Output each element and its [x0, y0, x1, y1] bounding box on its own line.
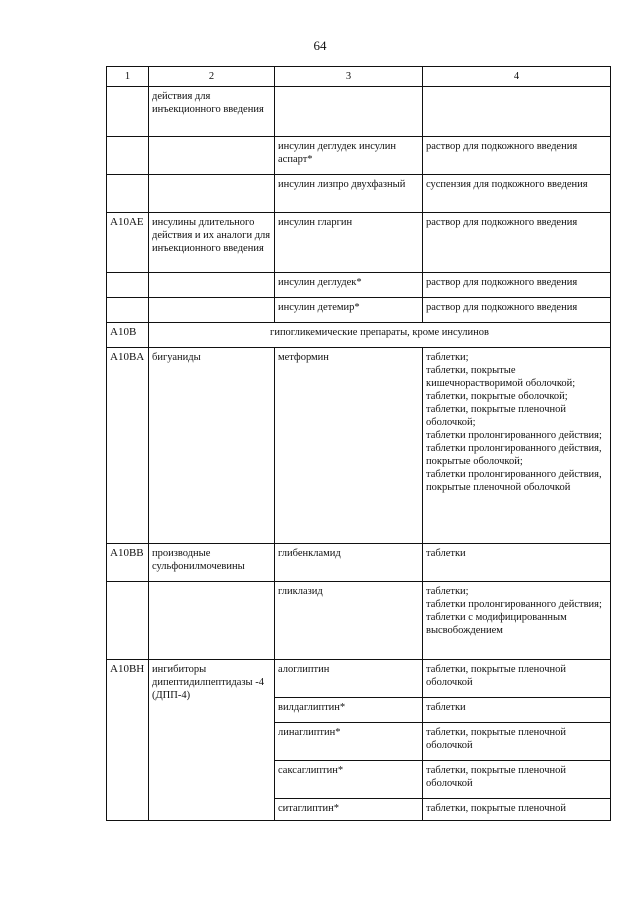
dosage-forms-cell [423, 348, 611, 544]
dosage-form-text: таблетки; [426, 352, 469, 363]
dosage-form-text: таблетки, покрытые пленочной [426, 803, 567, 814]
dosage-forms-cell [423, 137, 611, 175]
drug-name-cell: инсулин деглудек* [275, 273, 423, 298]
dosage-form-text: раствор для подкожного введения [426, 217, 578, 228]
group-name-cell [149, 298, 275, 323]
atc-code-cell: A10BA [107, 348, 149, 544]
dosage-forms-cell [423, 175, 611, 213]
dosage-form-text: раствор для подкожного введения [426, 141, 578, 152]
group-name-cell: инсулины длительного действия и их аналоги для инъекционного введения [149, 213, 275, 273]
dosage-form-text: таблетки пролонгированного действия; [426, 599, 602, 610]
section-code-cell: A10B [107, 323, 149, 348]
page-number: 64 [313, 38, 327, 53]
group-name-cell: бигуаниды [149, 348, 275, 544]
dosage-form-text: таблетки пролонгированного действия, покрытые пленочной оболочкой [426, 469, 602, 493]
dosage-forms-cell [423, 87, 611, 137]
drug-name-cell: глибенкламид [275, 544, 423, 582]
atc-code-cell [107, 298, 149, 323]
table-row [107, 175, 611, 213]
dosage-form-text: таблетки с модифицированным высвобождением [426, 612, 567, 636]
atc-code-cell [107, 582, 149, 660]
dosage-forms-cell [423, 544, 611, 582]
atc-code-cell: A10AE [107, 213, 149, 273]
dosage-forms-cell [423, 761, 611, 799]
atc-code-cell [107, 137, 149, 175]
dosage-forms-cell [423, 660, 611, 698]
dosage-form-text: таблетки пролонгированного действия, покрытые оболочкой; [426, 443, 602, 467]
group-name-cell: производные сульфонилмочевины [149, 544, 275, 582]
group-name-cell [149, 175, 275, 213]
table-body [107, 87, 611, 821]
drug-name-cell [275, 87, 423, 137]
table-row [107, 137, 611, 175]
dosage-form-text: таблетки [426, 548, 466, 559]
table-row [107, 544, 611, 582]
dosage-form-text: таблетки, покрытые кишечнорастворимой оболочкой; [426, 365, 576, 389]
dosage-forms-cell [423, 273, 611, 298]
section-title-cell: гипогликемические препараты, кроме инсулинов [149, 323, 611, 348]
group-name-cell: действия для инъекционного введения [149, 87, 275, 137]
dosage-forms-cell [423, 723, 611, 761]
drug-name-cell: гликлазид [275, 582, 423, 660]
dosage-form-text: таблетки; [426, 586, 469, 597]
header-col-3: 3 [275, 67, 423, 87]
header-col-1: 1 [107, 67, 149, 87]
atc-code-cell [107, 273, 149, 298]
drug-name-cell: саксаглиптин* [275, 761, 423, 799]
dosage-forms-cell [423, 298, 611, 323]
dosage-forms-cell [423, 213, 611, 273]
group-name-cell [149, 582, 275, 660]
dosage-form-text: таблетки, покрытые пленочной оболочкой [426, 727, 567, 751]
dosage-forms-cell [423, 698, 611, 723]
group-name-cell: ингибиторы дипептидилпептидазы -4 (ДПП-4) [149, 660, 275, 821]
drug-name-cell: инсулин детемир* [275, 298, 423, 323]
dosage-form-text: таблетки, покрытые пленочной оболочкой [426, 664, 567, 688]
drug-table [106, 66, 611, 821]
drug-name-cell: метформин [275, 348, 423, 544]
section-row [107, 323, 611, 348]
table-row [107, 348, 611, 544]
table-row [107, 87, 611, 137]
dosage-forms-cell [423, 799, 611, 821]
table-row [107, 582, 611, 660]
atc-code-cell [107, 175, 149, 213]
dosage-form-text: суспензия для подкожного введения [426, 179, 588, 190]
group-name-cell [149, 137, 275, 175]
drug-name-cell: инсулин деглудек инсулин аспарт* [275, 137, 423, 175]
drug-name-cell: линаглиптин* [275, 723, 423, 761]
drug-name-cell: ситаглиптин* [275, 799, 423, 821]
header-col-2: 2 [149, 67, 275, 87]
header-col-4: 4 [423, 67, 611, 87]
atc-code-cell: A10BB [107, 544, 149, 582]
table-row [107, 213, 611, 273]
atc-code-cell: A10BH [107, 660, 149, 821]
drug-name-cell: вилдаглиптин* [275, 698, 423, 723]
drug-name-cell: алоглиптин [275, 660, 423, 698]
table-row [107, 660, 611, 698]
group-name-cell [149, 273, 275, 298]
table-row [107, 298, 611, 323]
atc-code-cell [107, 87, 149, 137]
dosage-form-text: таблетки [426, 702, 466, 713]
table-row [107, 273, 611, 298]
drug-name-cell: инсулин лизпро двухфазный [275, 175, 423, 213]
dosage-form-text: таблетки пролонгированного действия; [426, 430, 602, 441]
table-header [107, 67, 611, 87]
dosage-form-text: раствор для подкожного введения [426, 277, 578, 288]
dosage-form-text: таблетки, покрытые оболочкой; [426, 391, 568, 402]
dosage-form-text: таблетки, покрытые пленочной оболочкой; [426, 404, 567, 428]
dosage-form-text: раствор для подкожного введения [426, 302, 578, 313]
dosage-form-text: таблетки, покрытые пленочной оболочкой [426, 765, 567, 789]
dosage-forms-cell [423, 582, 611, 660]
drug-name-cell: инсулин гларгин [275, 213, 423, 273]
